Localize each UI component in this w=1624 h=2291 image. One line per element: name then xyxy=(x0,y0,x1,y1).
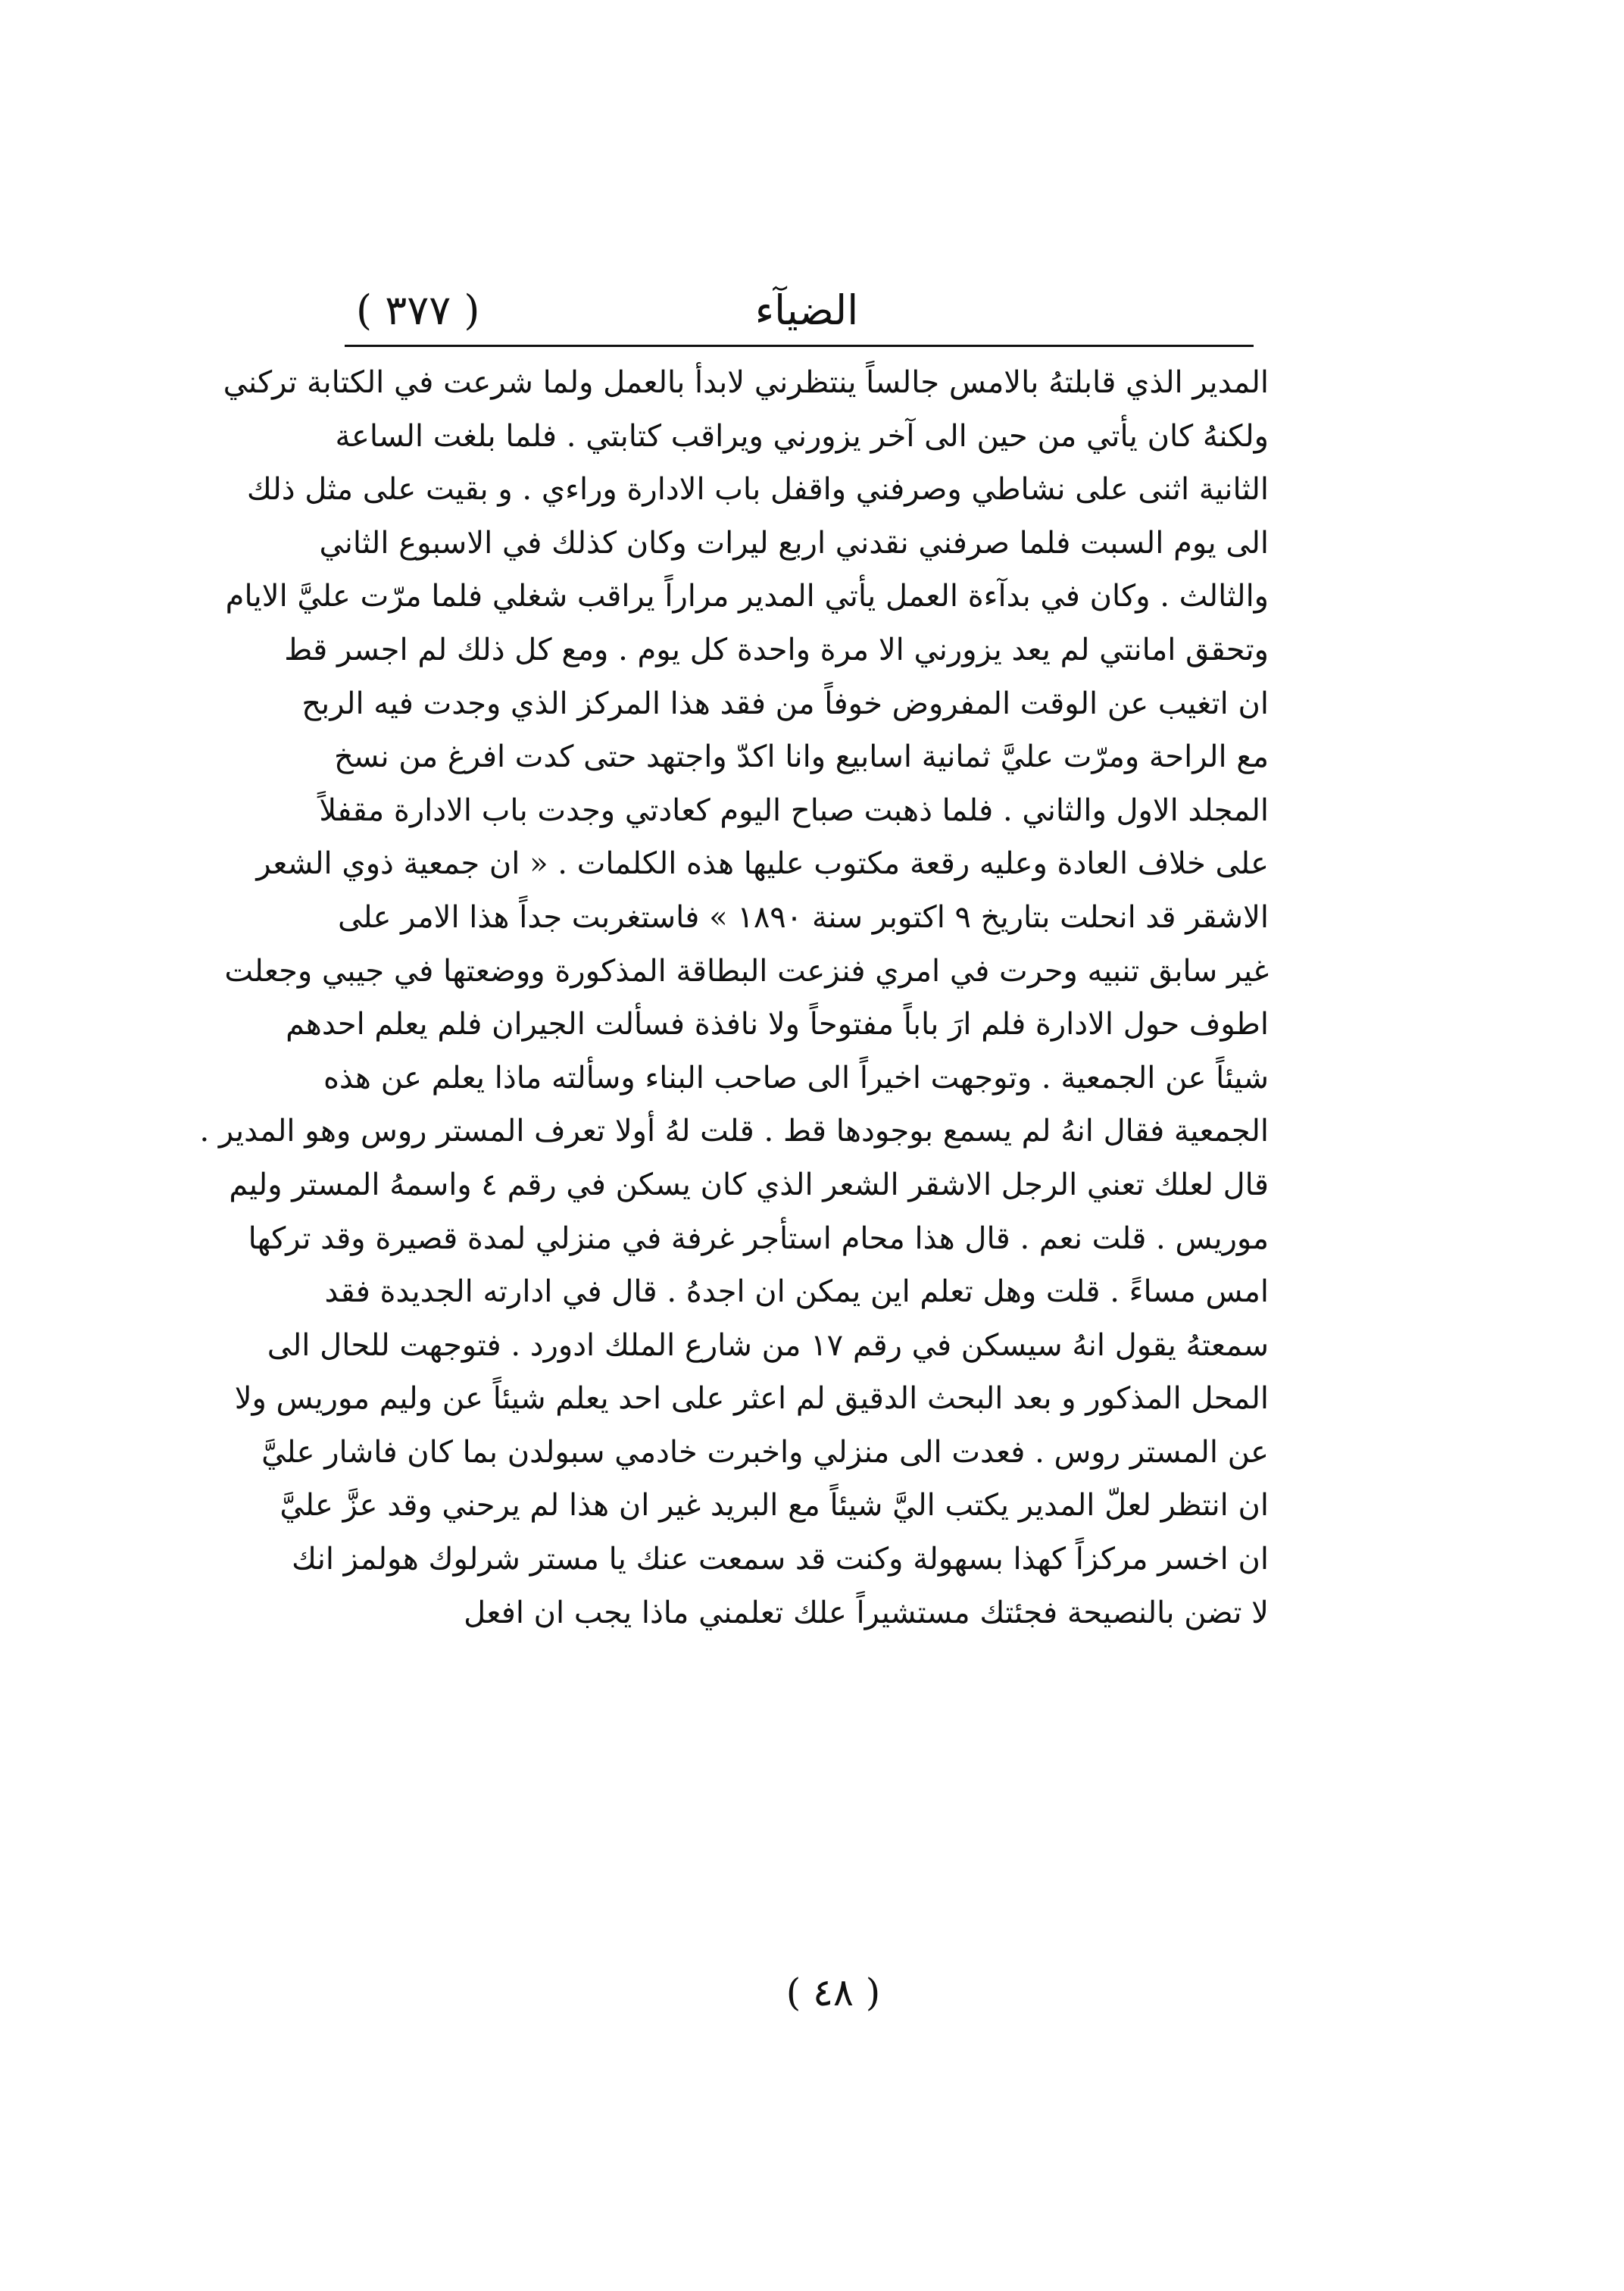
text-line: الاشقر قد انحلت بتاريخ ٩ اكتوبر سنة ١٨٩٠ » فاستغربت جداً هذا الامر على xyxy=(337,899,1269,935)
text-line: مع الراحة ومرّت عليَّ ثمانية اسابيع وانا اكدّ واجتهد حتى كدت افرغ من نسخ xyxy=(333,739,1269,775)
text-line: امس مساءً . قلت وهل تعلم اين يمكن ان اجدهُ . قال في ادارته الجديدة فقد xyxy=(324,1274,1269,1310)
text-line: قال لعلك تعني الرجل الاشقر الشعر الذي كان يسكن في رقم ٤ واسمهُ المستر وليم xyxy=(229,1167,1269,1202)
text-line: ولكنهُ كان يأتي من حين الى آخر يزورني ويراقب كتابتي . فلما بلغت الساعة xyxy=(335,418,1269,454)
text-line: موريس . قلت نعم . قال هذا محام استأجر غرفة في منزلي لمدة قصيرة وقد تركها xyxy=(248,1221,1269,1256)
running-title: الضيآء xyxy=(754,286,859,334)
page-number: ( ٣٧٧ ) xyxy=(356,286,480,334)
text-line: اطوف حول الادارة فلم ارَ باباً مفتوحاً ولا نافذة فسألت الجيران فلم يعلم احدهم xyxy=(286,1007,1269,1042)
text-line: المجلد الاول والثاني . فلما ذهبت صباح اليوم كعادتي وجدت باب الادارة مقفلاً xyxy=(319,792,1269,828)
text-line: على خلاف العادة وعليه رقعة مكتوب عليها هذه الكلمات . « ان جمعية ذوي الشعر xyxy=(256,846,1269,882)
page-header xyxy=(356,280,1257,341)
text-line: المدير الذي قابلتهُ بالامس جالساً ينتظرني لابدأ بالعمل ولما شرعت في الكتابة تركني xyxy=(223,365,1269,400)
text-line: الى يوم السبت فلما صرفني نقدني اربع ليرات وكان كذلك في الاسبوع الثاني xyxy=(319,525,1269,561)
text-line: المحل المذكور و بعد البحث الدقيق لم اعثر على احد يعلم شيئاً عن وليم موريس ولا xyxy=(234,1381,1269,1417)
text-line: ان اخسر مركزاً كهذا بسهولة وكنت قد سمعت عنك يا مستر شرلوك هولمز انك xyxy=(292,1542,1269,1577)
text-line: والثالث . وكان في بدآءة العمل يأتي المدير مراراً يراقب شغلي فلما مرّت عليَّ الايام xyxy=(225,579,1269,614)
text-line: لا تضن بالنصيحة فجئتك مستشيراً علك تعلمني ماذا يجب ان افعل xyxy=(464,1595,1269,1630)
text-line: سمعتهُ يقول انهُ سيسكن في رقم ١٧ من شارع الملك ادورد . فتوجهت للحال الى xyxy=(267,1327,1269,1363)
text-line: ان انتظر لعلّ المدير يكتب اليَّ شيئاً مع البريد غير ان هذا لم يرحني وقد عزَّ عليَّ xyxy=(280,1488,1269,1524)
text-line: الجمعية فقال انهُ لم يسمع بوجودها قط . قلت لهُ أولا تعرف المستر روس وهو المدير . xyxy=(199,1114,1269,1149)
text-line: شيئاً عن الجمعية . وتوجهت اخيراً الى صاحب البناء وسألته ماذا يعلم عن هذه xyxy=(323,1060,1269,1095)
body-text xyxy=(199,356,1269,1639)
text-line: عن المستر روس . فعدت الى منزلي واخبرت خادمي سبولدن بما كان فاشار عليَّ xyxy=(261,1434,1269,1470)
text-line: غير سابق تنبيه وحرت في امري فنزعت البطاقة المذكورة ووضعتها في جيبي وجعلت xyxy=(224,953,1269,989)
header-rule xyxy=(345,345,1254,347)
text-line: وتحقق امانتي لم يعد يزورني الا مرة واحدة كل يوم . ومع كل ذلك لم اجسر قط xyxy=(284,632,1269,667)
text-line: ان اتغيب عن الوقت المفروض خوفاً من فقد هذا المركز الذي وجدت فيه الربح xyxy=(301,686,1269,721)
text-line: الثانية اثنى على نشاطي وصرفني واقفل باب الادارة وراءي . و بقيت على مثل ذلك xyxy=(246,472,1269,508)
signature-mark: ( ٤٨ ) xyxy=(785,1971,881,2014)
